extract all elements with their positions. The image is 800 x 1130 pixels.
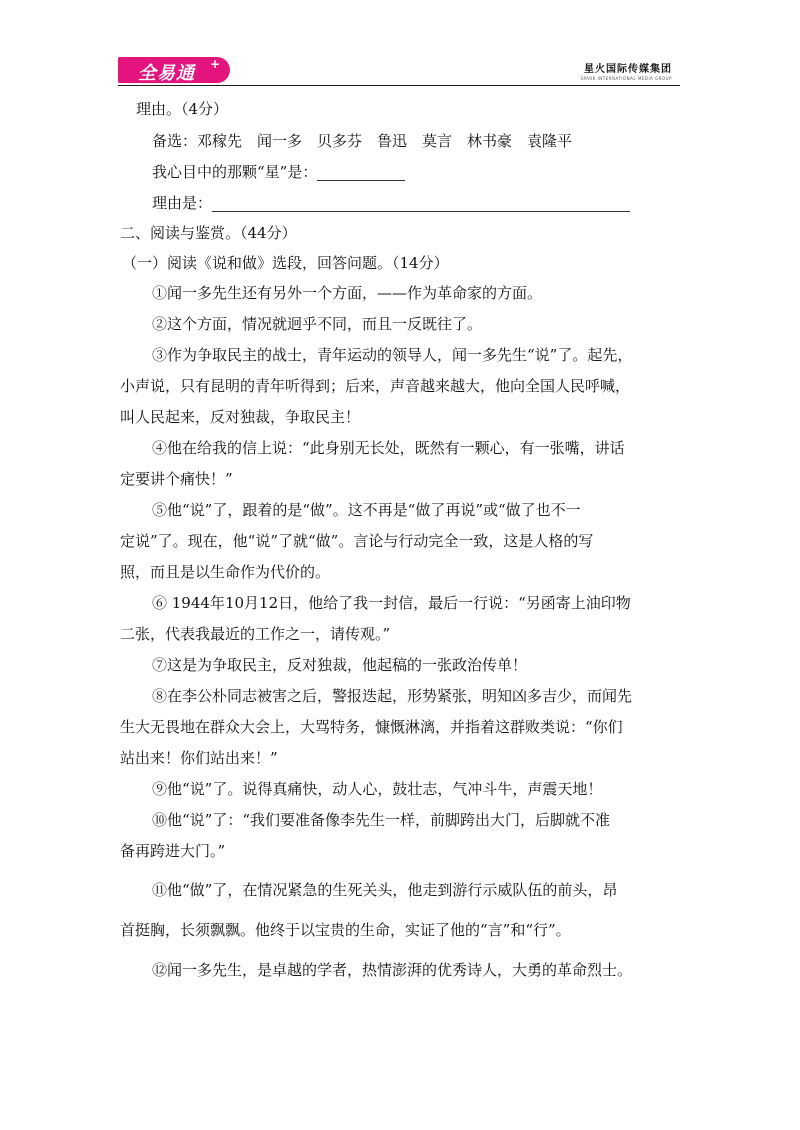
paragraph-line: 定要讲个痛快！” xyxy=(120,470,233,488)
paragraph-line: 照，而且是以生命作为代价的。 xyxy=(120,563,331,581)
brand-name-en: SPARK INTERNATIONAL MEDIA GROUP xyxy=(580,76,672,81)
paragraph-line: 二张，代表我最近的工作之一，请传观。” xyxy=(120,625,391,643)
paragraph-line: 备再跨进大门。” xyxy=(120,842,226,860)
paragraph-line: ①闻一多先生还有另外一个方面，——作为革命家的方面。 xyxy=(152,284,543,302)
answer-line-reason: 理由是： xyxy=(152,193,630,213)
brand-name: 星火国际传媒集团 xyxy=(584,64,672,75)
answer-blank[interactable] xyxy=(317,164,405,181)
answer-blank[interactable] xyxy=(212,195,630,212)
paragraph-line: ⑥ 1944年10月12日，他给了我一封信，最后一行说：“另函寄上油印物 xyxy=(152,594,631,612)
paragraph-line: 站出来！你们站出来！” xyxy=(120,749,278,767)
paragraph-line: 定说”了。现在，他“说”了就“做”。言论与行动完全一致，这是人格的写 xyxy=(120,532,594,550)
publisher-logo xyxy=(118,57,230,83)
answer-line-star: 我心目中的那颗“星”是： xyxy=(152,162,405,182)
paragraph-line: ④他在给我的信上说：“此身别无长处，既然有一颗心，有一张嘴，讲话 xyxy=(152,439,625,457)
candidate-list: 备选：邓稼先 闻一多 贝多芬 鲁迅 莫言 林书豪 袁隆平 xyxy=(152,132,573,150)
paragraph-line: 首挺胸，长须飘飘。他终于以宝贵的生命，实证了他的“言”和“行”。 xyxy=(120,921,571,939)
paragraph-line: ⑦这是为争取民主，反对独裁，他起稿的一张政治传单！ xyxy=(152,656,528,674)
paragraph-line: ⑩他“说”了：“我们要准备像李先生一样，前脚跨出大门，后脚就不准 xyxy=(152,811,611,829)
paragraph-line: 小声说，只有昆明的青年听得到；后来，声音越来越大，他向全国人民呼喊， xyxy=(120,377,631,395)
paragraph-line: ⑧在李公朴同志被害之后，警报迭起，形势紧张，明知凶多吉少，而闻先 xyxy=(152,687,633,705)
header-rule xyxy=(118,85,680,86)
paragraph-line: ③作为争取民主的战士，青年运动的领导人，闻一多先生“说”了。起先， xyxy=(152,346,633,364)
logo-plus: + xyxy=(210,57,221,71)
paragraph-line: 生大无畏地在群众大会上，大骂特务，慷慨淋漓，并指着这群败类说：“你们 xyxy=(120,718,623,736)
sub-heading: （一）阅读《说和做》选段，回答问题。（14分） xyxy=(122,254,449,272)
text-line: 理由。（4分） xyxy=(136,100,229,118)
paragraph-line: ⑤他“说”了，跟着的是“做”。这不再是“做了再说”或“做了也不一 xyxy=(152,501,581,519)
logo-text: 全易通 xyxy=(138,63,195,84)
paragraph-line: ⑨他“说”了。说得真痛快，动人心，鼓壮志，气冲斗牛，声震天地！ xyxy=(152,780,603,798)
page-header xyxy=(118,54,680,88)
paragraph-line: ⑪他“做”了，在情况紧急的生死关头，他走到游行示威队伍的前头，昂 xyxy=(152,881,618,899)
section-heading: 二、阅读与鉴赏。（44分） xyxy=(120,224,297,242)
paragraph-line: ⑫闻一多先生，是卓越的学者，热情澎湃的优秀诗人，大勇的革命烈士。 xyxy=(152,961,633,979)
paragraph-line: 叫人民起来，反对独裁，争取民主！ xyxy=(120,408,361,426)
brand xyxy=(580,60,672,81)
paragraph-line: ②这个方面，情况就迥乎不同，而且一反既往了。 xyxy=(152,315,483,333)
